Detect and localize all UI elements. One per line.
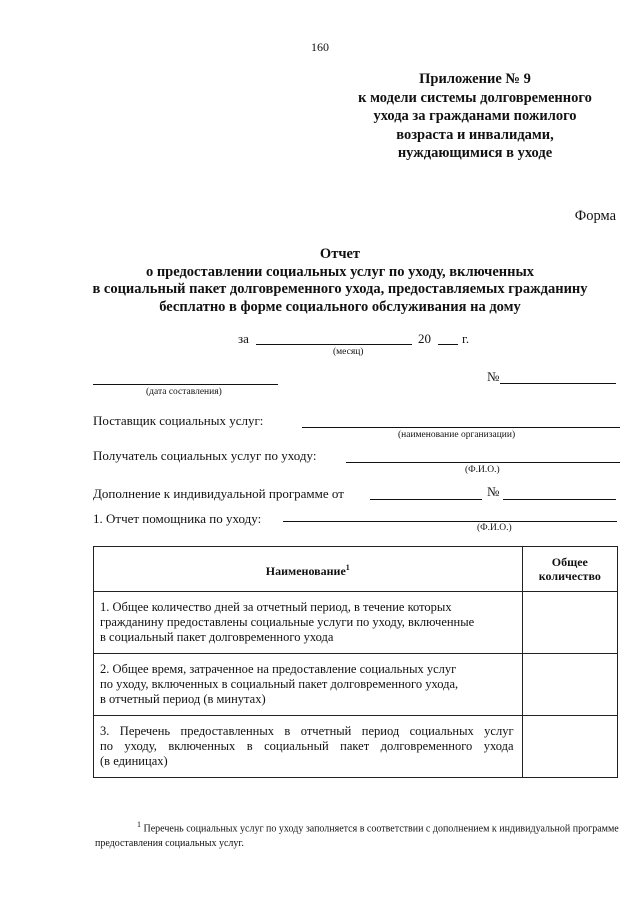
appendix-line: нуждающимися в уходе [397,145,553,161]
addendum-date-blank[interactable] [370,499,482,500]
services-table [93,546,618,778]
recipient-blank[interactable] [346,462,620,463]
header-total-cell [522,547,617,592]
addendum-label: Дополнение к индивидуальной программе от [93,486,344,501]
document-number-blank[interactable] [500,383,616,384]
row-name-cell [94,654,523,716]
table-row [94,592,618,654]
row-line: гражданину предоставлены социальные услуги по уходу, включенные [100,615,475,629]
assistant-blank[interactable] [283,521,617,522]
header-footnote-marker: 1 [345,562,350,572]
year-prefix: 20 [418,331,431,346]
assistant-caption: (Ф.И.О.) [477,523,512,533]
title-line: о предоставлении социальных услуг по уходу, включенных [145,263,535,280]
table-row [94,654,618,716]
title-line: Отчет [319,246,361,262]
header-name-cell [94,547,523,592]
provider-label: Поставщик социальных услуг: [93,413,264,428]
date-caption: (дата составления) [146,387,222,397]
appendix-header [330,70,620,163]
row-total-cell[interactable] [522,654,617,716]
date-blank[interactable] [93,384,278,385]
document-title [60,246,620,316]
title-line: бесплатно в форме социального обслуживания на дому [159,298,521,315]
form-label: Форма [574,208,616,224]
footnote-marker: 1 [137,820,141,829]
row-total-cell[interactable] [522,592,617,654]
row-line: в социальный пакет долговременного ухода [100,630,334,644]
appendix-line: Приложение № 9 [419,71,531,87]
addendum-number-sign: № [487,484,500,499]
addendum-number-blank[interactable] [503,499,616,500]
provider-blank[interactable] [302,427,620,428]
title-line: в социальный пакет долговременного ухода, предоставляемых гражданину [92,281,588,297]
appendix-line: возраста и инвалидами, [396,126,554,143]
row-line: 3. Перечень предоставленных в отчетный период социальных услуг [100,724,514,738]
page-number: 160 [311,40,329,54]
year-blank[interactable] [438,344,458,345]
row-line: по уходу, включенных в социальный пакет долговременного ухода, [100,677,459,691]
month-caption: (месяц) [333,347,364,357]
year-suffix: г. [462,331,470,346]
row-total-cell[interactable] [522,716,617,778]
recipient-caption: (Ф.И.О.) [465,465,500,475]
header-total-line: количество [538,569,601,583]
row-line: в отчетный период (в минутах) [100,692,266,706]
footnote [95,817,620,851]
provider-caption: (наименование организации) [398,430,516,440]
period-prefix: за [238,331,249,346]
row-line: 1. Общее количество дней за отчетный период, в течение которых [100,600,452,614]
row-line: (в единицах) [100,754,168,768]
number-sign: № [487,369,500,384]
header-total-line: Общее [551,555,588,569]
row-line: 2. Общее время, затраченное на предоставление социальных услуг [100,662,457,676]
header-name: Наименование [265,563,346,578]
recipient-label: Получатель социальных услуг по уходу: [93,448,317,463]
row-line: по уходу, включенных в социальный пакет долговременного ухода [100,739,514,753]
row-name-cell [94,592,523,654]
assistant-label: 1. Отчет помощника по уходу: [93,511,262,526]
month-blank[interactable] [256,344,412,345]
footnote-text: Перечень социальных услуг по уходу заполняется в соответствии с дополнением к индивидуальной программе предоставления социальных услуг. [95,823,619,850]
row-name-cell [94,716,523,778]
appendix-line: ухода за гражданами пожилого [373,108,577,124]
table-row [94,716,618,778]
table-header-row [94,547,618,592]
appendix-line: к модели системы долговременного [358,89,592,106]
